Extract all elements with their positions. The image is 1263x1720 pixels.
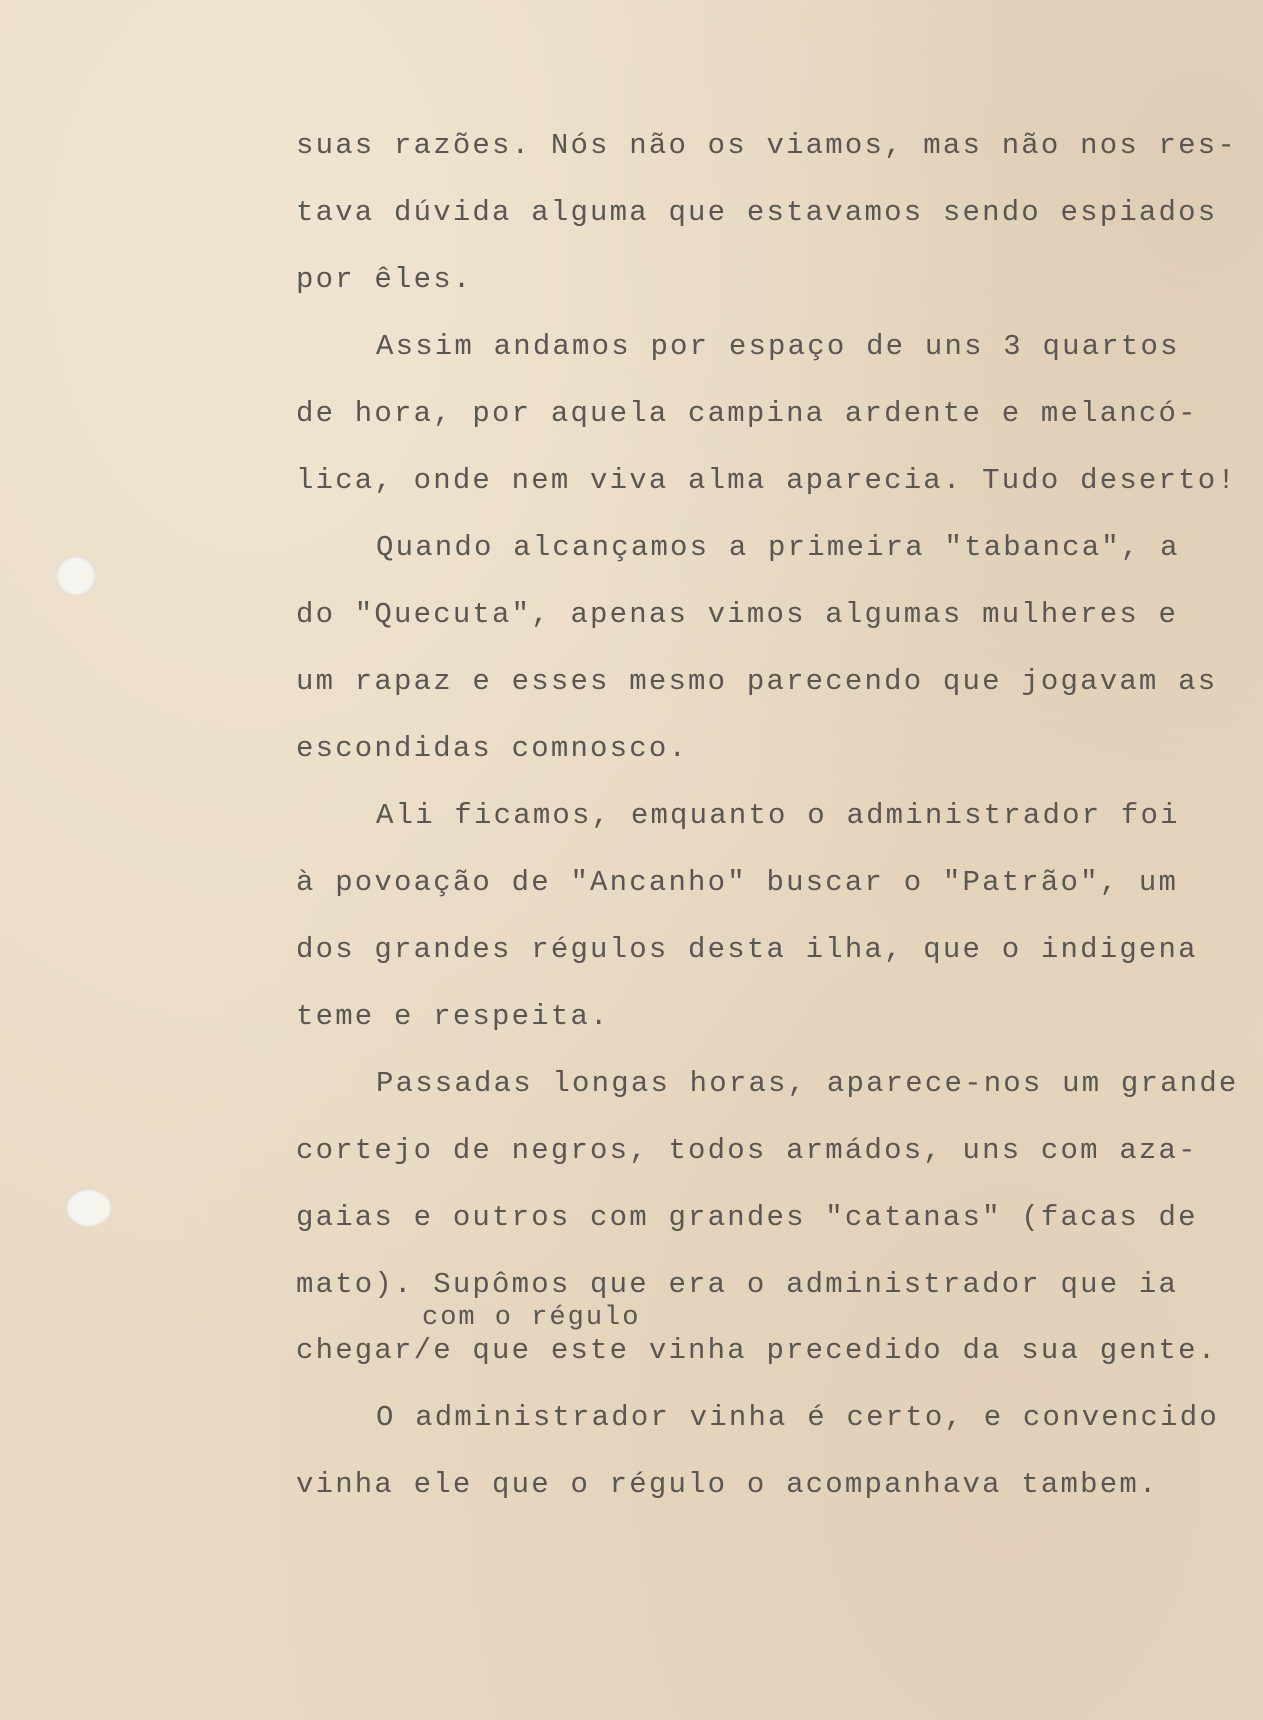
text-line-7: Quando alcançamos a primeira "tabanca", a <box>376 531 1180 564</box>
text-line-20: O administrador vinha é certo, e convencido <box>376 1401 1219 1434</box>
text-line-6: lica, onde nem viva alma aparecia. Tudo deserto! <box>296 464 1237 497</box>
text-line-19: chegar/e que este vinha precedido da sua gente. <box>296 1334 1218 1367</box>
text-line-15: Passadas longas horas, aparece-nos um grande <box>376 1067 1239 1100</box>
text-line-4: Assim andamos por espaço de uns 3 quartos <box>376 330 1180 363</box>
text-line-12: à povoação de "Ancanho" buscar o "Patrão", um <box>296 866 1179 899</box>
text-line-18: mato). Supômos que era o administrador que ia <box>296 1268 1179 1301</box>
text-line-11: Ali ficamos, emquanto o administrador foi <box>376 799 1180 832</box>
text-line-9: um rapaz e esses mesmo parecendo que jogavam as <box>296 665 1218 698</box>
text-line-1: suas razões. Nós não os viamos, mas não nos res- <box>296 129 1237 162</box>
text-line-5: de hora, por aquela campina ardente e melancó- <box>296 397 1198 430</box>
text-line-17: gaias e outros com grandes "catanas" (facas de <box>296 1201 1198 1234</box>
text-line-13: dos grandes régulos desta ilha, que o indigena <box>296 933 1198 966</box>
punch-hole-bottom <box>66 1189 112 1227</box>
text-line-8: do "Quecuta", apenas vimos algumas mulheres e <box>296 598 1179 631</box>
text-line-14: teme e respeita. <box>296 1000 610 1033</box>
punch-hole-top <box>56 556 96 596</box>
text-line-10: escondidas comnosco. <box>296 732 689 765</box>
text-line-2: tava dúvida alguma que estavamos sendo espiados <box>296 196 1218 229</box>
interlinear-insertion: com o régulo <box>422 1303 641 1333</box>
text-line-3: por êles. <box>296 263 473 296</box>
text-line-21: vinha ele que o régulo o acompanhava tambem. <box>296 1468 1159 1501</box>
text-line-16: cortejo de negros, todos armádos, uns com aza- <box>296 1134 1198 1167</box>
